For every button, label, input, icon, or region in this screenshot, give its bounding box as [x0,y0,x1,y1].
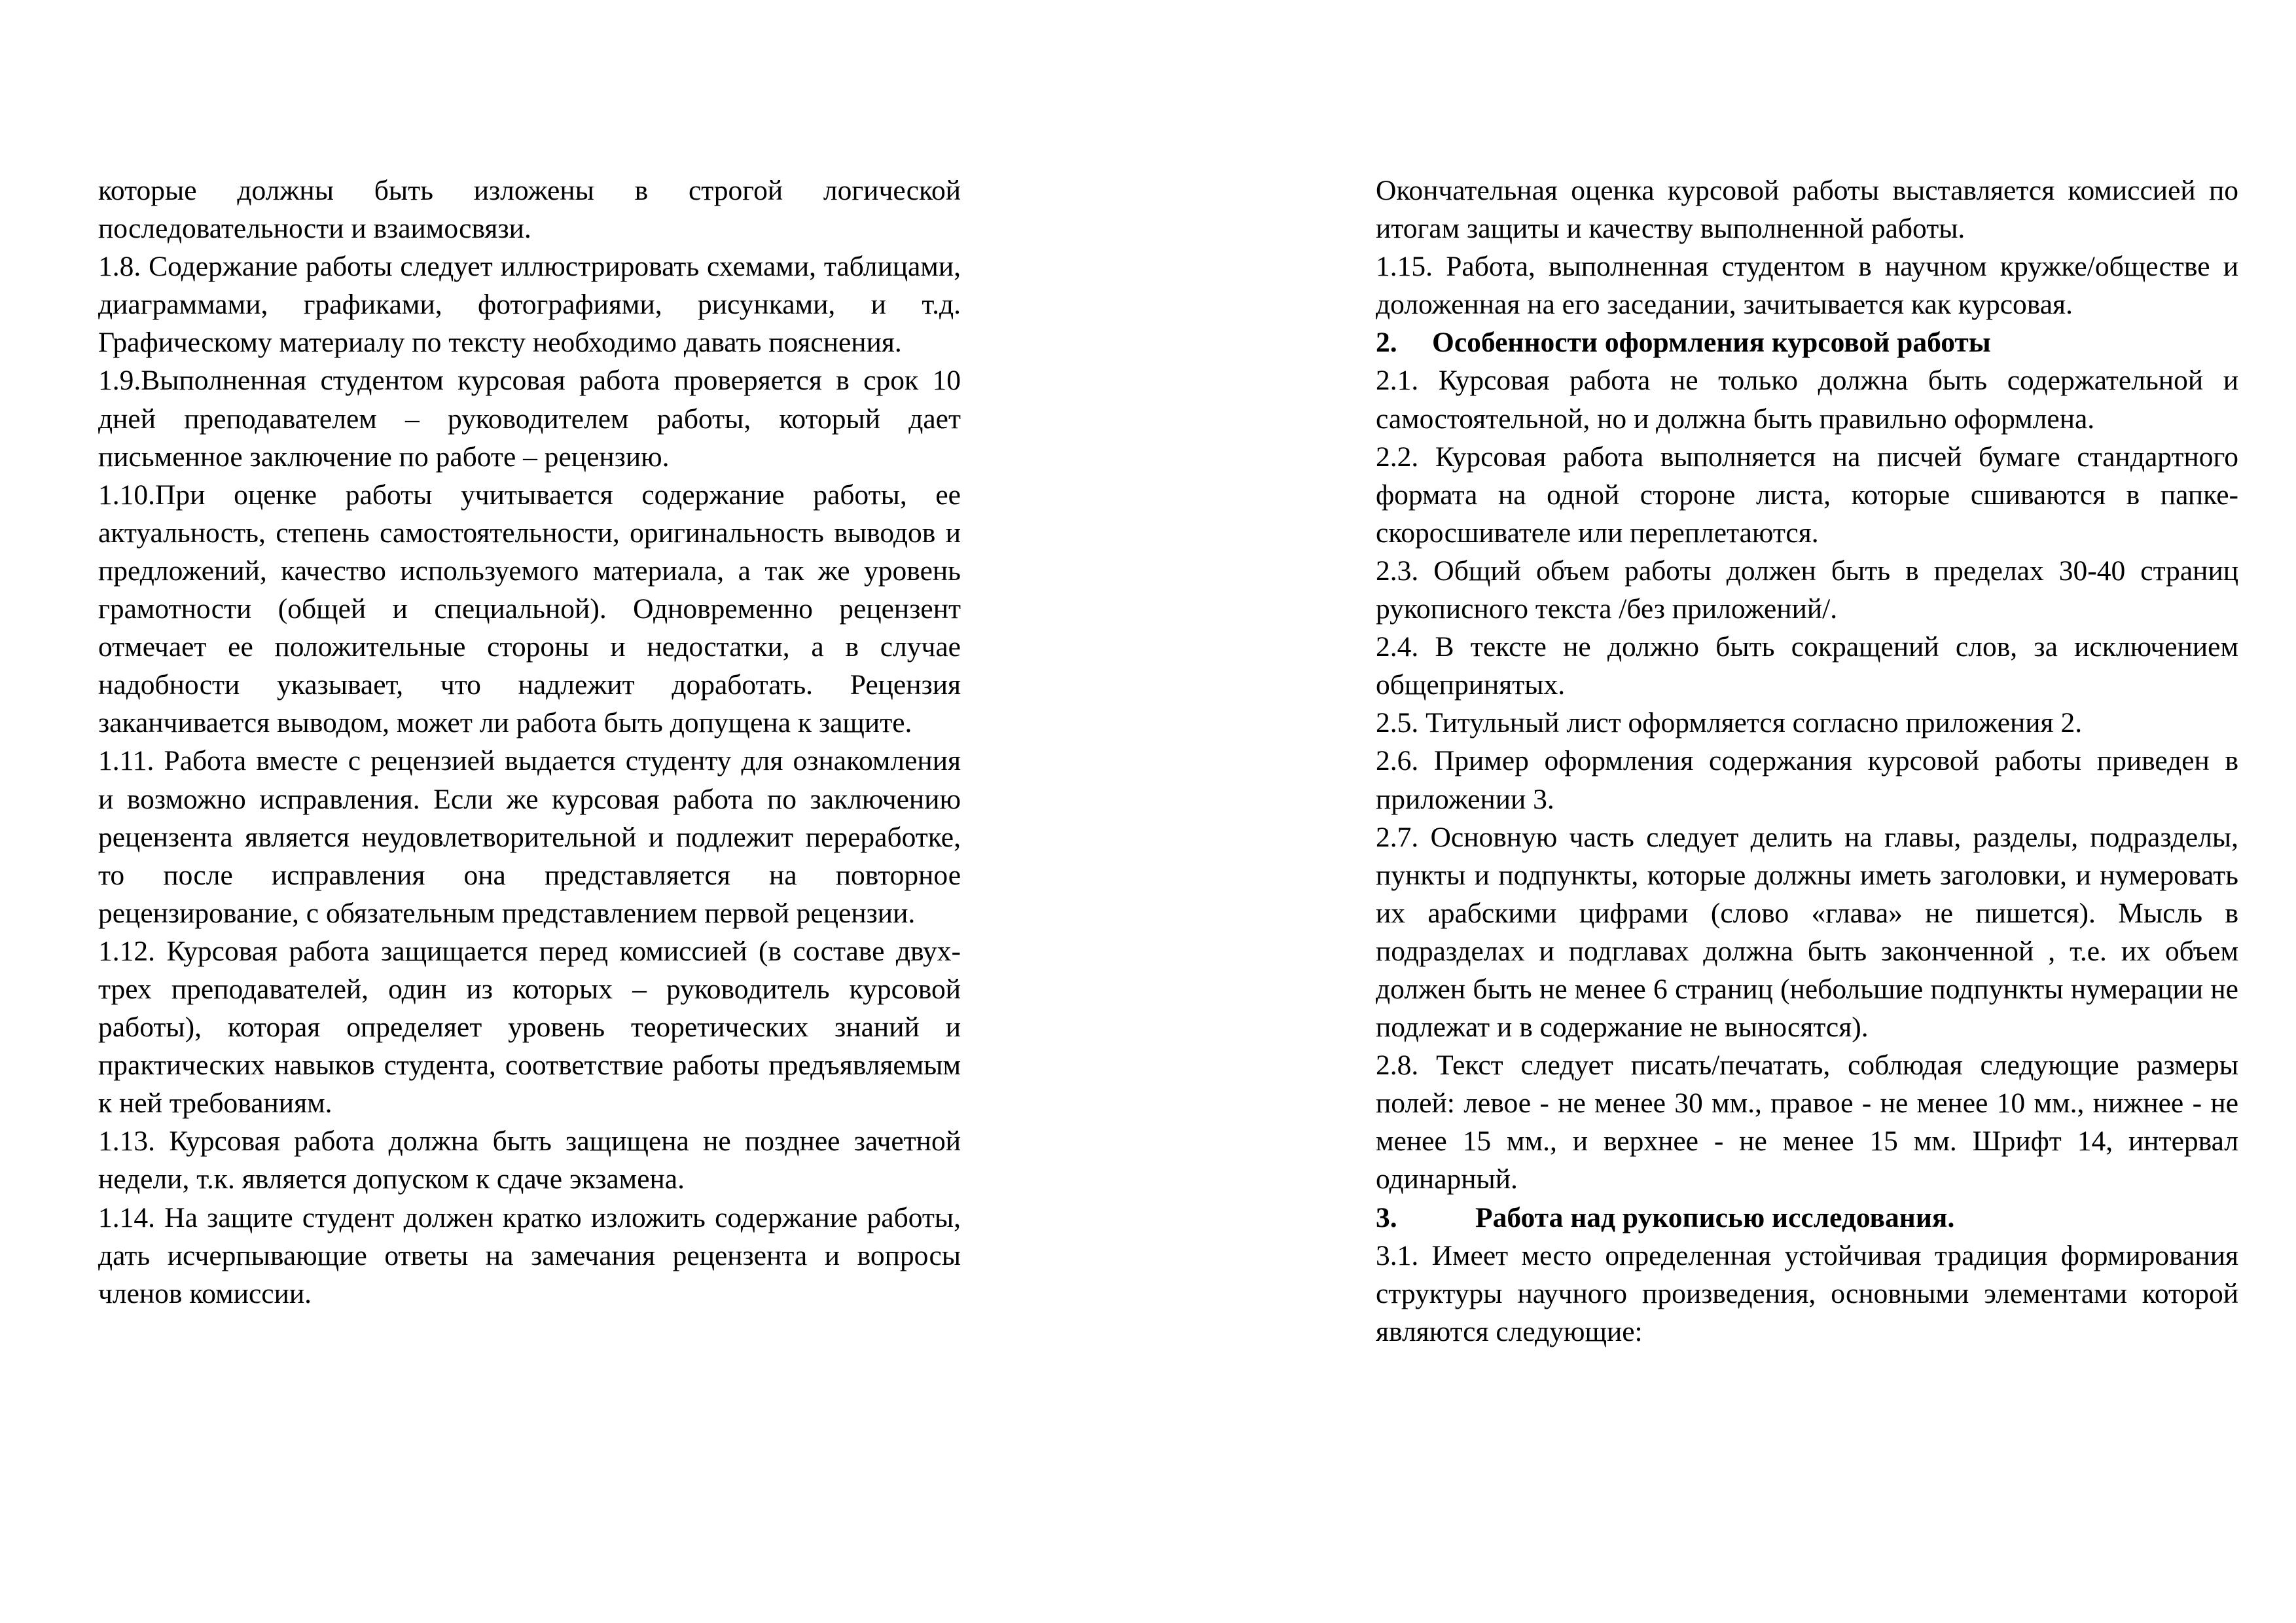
paragraph-2-6: 2.6. Пример оформления содержания курсовой работы приведен в приложении 3. [1376,745,2238,815]
paragraph-2-4: 2.4. В тексте не должно быть сокращений слов, за исключением общепринятых. [1376,631,2238,701]
left-column [98,172,961,1313]
paragraph-2-7: 2.7. Основную часть следует делить на главы, разделы, подразделы, пункты и подпункты, которые должны иметь заголовки, и нумеровать их арабскими цифрами (слово «глава» не пишется). Мысль в подразделах и подглавах должна быть законченной , т.е. их объем должен быть не менее 6 страниц (небольшие подпункты нумерации не подлежат и в содержание не выносятся). [1376,821,2238,1044]
paragraph-1-10: 1.10.При оценке работы учитывается содержание работы, ее актуальность, степень самостоятельности, оригинальность выводов и предложений, качество используемого материала, а так же уровень грамотности (общей и специальной). Одновременно рецензент отмечает ее положительные стороны и недостатки, а в случае надобности указывает, что надлежит доработать. Рецензия заканчивается выводом, может ли работа быть допущена к защите. [98,479,961,739]
paragraph-1-14: 1.14. На защите студент должен кратко изложить содержание работы, дать исчерпывающие ответы на замечания рецензента и вопросы членов комиссии. [98,1201,961,1309]
paragraph-1-8: 1.8. Содержание работы следует иллюстрировать схемами, таблицами, диаграммами, графиками, фотографиями, рисунками, и т.д. Графическому материалу по тексту необходимо давать пояснения. [98,251,961,359]
paragraph-1-11: 1.11. Работа вместе с рецензией выдается студенту для ознакомления и возможно исправления. Если же курсовая работа по заключению рецензента является неудовлетворительной и подлежит переработке, то после исправления она представляется на повторное рецензирование, с обязательным представлением первой рецензии. [98,745,961,929]
section-3-heading [1376,1199,2238,1237]
section-3-number: 3. [1376,1201,1397,1233]
section-2-number: 2. [1376,327,1397,359]
paragraph-2-3: 2.3. Общий объем работы должен быть в пределах 30-40 страниц рукописного текста /без приложений/. [1376,555,2238,625]
paragraph-1-9: 1.9.Выполненная студентом курсовая работа проверяется в срок 10 дней преподавателем – руководителем работы, который дает письменное заключение по работе – рецензию. [98,365,961,473]
right-column [1376,172,2238,1351]
section-2-heading [1376,323,2238,361]
paragraph-final-grade: Окончательная оценка курсовой работы выставляется комиссией по итогам защиты и качеству выполненной работы. [1376,175,2238,245]
paragraph-1-12: 1.12. Курсовая работа защищается перед комиссией (в составе двух-трех преподавателей, один из которых – руководитель курсовой работы), которая определяет уровень теоретических знаний и практических навыков студента, соответствие работы предъявляемым к ней требованиям. [98,935,961,1120]
paragraph-continuation: которые должны быть изложены в строгой логической последовательности и взаимосвязи. [98,175,961,245]
paragraph-2-2: 2.2. Курсовая работа выполняется на писчей бумаге стандартного формата на одной стороне листа, которые сшиваются в папке-скоросшивателе или переплетаются. [1376,441,2238,549]
section-3-title: Работа над рукописью исследования. [1475,1201,1955,1233]
section-2-title: Особенности оформления курсовой работы [1432,327,1991,359]
paragraph-2-1: 2.1. Курсовая работа не только должна быть содержательной и самостоятельной, но и должна быть правильно оформлена. [1376,365,2238,435]
paragraph-1-13: 1.13. Курсовая работа должна быть защищена не позднее зачетной недели, т.к. является допуском к сдаче экзамена. [98,1125,961,1195]
paragraph-3-1: 3.1. Имеет место определенная устойчивая традиция формирования структуры научного произведения, основными элементами которой являются следующие: [1376,1239,2238,1347]
paragraph-1-15: 1.15. Работа, выполненная студентом в научном кружке/обществе и доложенная на его заседании, зачитывается как курсовая. [1376,251,2238,321]
paragraph-2-8: 2.8. Текст следует писать/печатать, соблюдая следующие размеры полей: левое - не менее 30 мм., правое - не менее 10 мм., нижнее - не менее 15 мм., и верхнее - не менее 15 мм. Шрифт 14, интервал одинарный. [1376,1049,2238,1195]
paragraph-2-5: 2.5. Титульный лист оформляется согласно приложения 2. [1376,707,2083,739]
